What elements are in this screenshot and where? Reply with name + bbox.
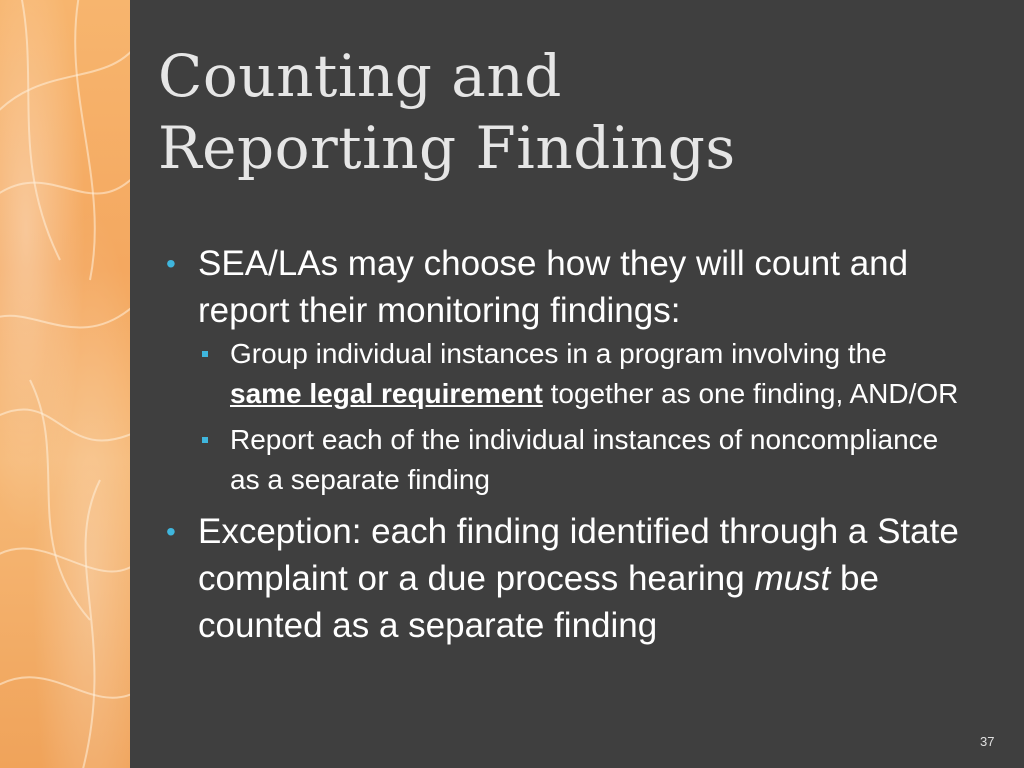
bullet-text-after: be counted as a separate finding [198,559,879,645]
sub-bullet-text: Report each of the individual instances of noncompliance as a separate finding [230,424,939,495]
decorative-side-panel [0,0,130,768]
bullet-emphasis: must [754,559,831,598]
bullet-text: SEA/LAs may choose how they will count and report their monitoring findings: [198,244,909,330]
title-line-1: Counting and [158,42,562,110]
sub-bullet-item [198,334,966,414]
swirl-pattern-icon [0,0,130,768]
square-bullet-icon [202,351,208,357]
slide-number: 37 [980,734,995,749]
sub-bullet-list [198,334,966,500]
bullet-dot-icon: • [166,516,176,547]
bullet-item [166,508,966,649]
bullet-list [166,240,966,649]
sub-bullet-text-after: together as one finding, AND/OR [542,378,959,409]
bullet-text-before: Exception: each finding identified through a State complaint or a due process hearing [198,512,959,598]
sub-bullet-text-before: Group individual instances in a program involving the [230,338,887,369]
sub-bullet-item [198,420,966,500]
sub-bullet-highlight: same legal requirement [230,378,543,409]
title-line-2: Reporting Findings [158,114,736,182]
bullet-dot-icon: • [166,248,176,279]
slide-title [158,40,978,184]
square-bullet-icon [202,437,208,443]
bullet-item [166,240,966,500]
